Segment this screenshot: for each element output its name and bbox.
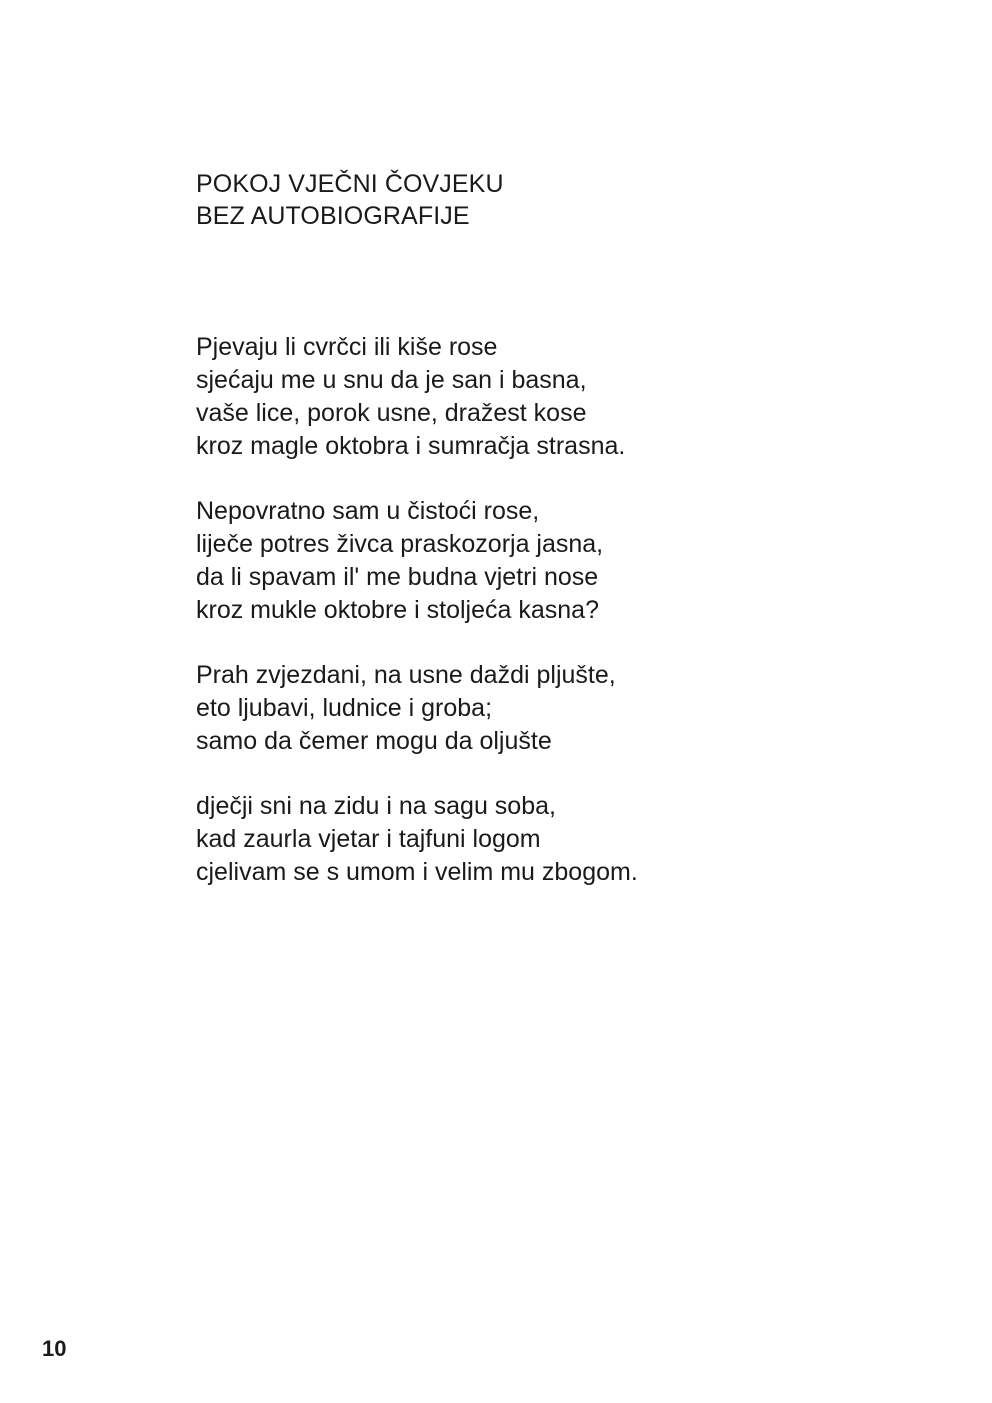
verse-line: Nepovratno sam u čistoći rose, — [196, 497, 540, 525]
verse-line: cjelivam se s umom i velim mu zbogom. — [196, 858, 638, 886]
verse-line: kroz mukle oktobre i stoljeća kasna? — [196, 596, 599, 624]
verse-line: liječe potres živca praskozorja jasna, — [196, 530, 604, 558]
poem-body — [196, 331, 638, 921]
verse-line: Prah zvjezdani, na usne daždi pljušte, — [196, 661, 616, 689]
verse-line: kroz magle oktobra i sumračja strasna. — [196, 432, 626, 460]
verse-line: eto ljubavi, ludnice i groba; — [196, 694, 493, 722]
verse-line: vaše lice, porok usne, dražest kose — [196, 399, 587, 427]
verse-line: sjećaju me u snu da je san i basna, — [196, 366, 587, 394]
stanza-3 — [196, 659, 638, 758]
verse-line: samo da čemer mogu da oljušte — [196, 727, 552, 755]
stanza-1 — [196, 331, 638, 463]
verse-line: dječji sni na zidu i na sagu soba, — [196, 792, 556, 820]
title-line: BEZ AUTOBIOGRAFIJE — [196, 202, 470, 230]
page-number: 10 — [42, 1336, 67, 1361]
title-line: POKOJ VJEČNI ČOVJEKU — [196, 170, 504, 198]
poem-title — [196, 168, 504, 232]
stanza-2 — [196, 495, 638, 627]
stanza-4 — [196, 790, 638, 889]
verse-line: Pjevaju li cvrčci ili kiše rose — [196, 333, 498, 361]
verse-line: kad zaurla vjetar i tajfuni logom — [196, 825, 541, 853]
verse-line: da li spavam il' me budna vjetri nose — [196, 563, 599, 591]
